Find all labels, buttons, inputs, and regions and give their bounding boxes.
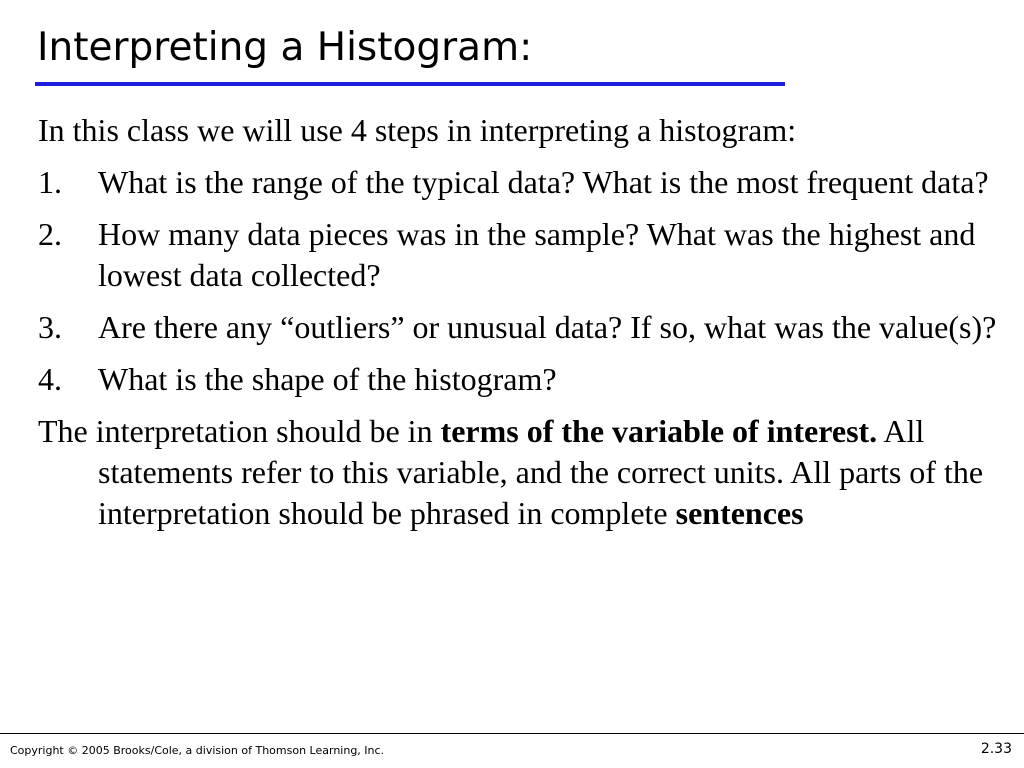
step-number: 2. — [38, 216, 62, 252]
step-item-4 — [38, 359, 1018, 400]
closing-text-part2: All statements refer to this variable, and the correct units. All parts of the interpretation should be phrased in complete — [98, 413, 984, 531]
slide-body — [38, 110, 1018, 534]
step-number: 3. — [38, 309, 62, 345]
step-item-2 — [38, 214, 1018, 296]
step-number: 1. — [38, 164, 62, 200]
step-text: What is the range of the typical data? What is the most frequent data? — [98, 164, 989, 200]
slide-title: Interpreting a Histogram: — [37, 25, 533, 70]
closing-bold-sentences: sentences — [675, 495, 804, 531]
footer-copyright: Copyright © 2005 Brooks/Cole, a division of Thomson Learning, Inc. — [10, 744, 385, 757]
closing-paragraph — [38, 411, 1018, 534]
step-item-1 — [38, 162, 1018, 203]
closing-text-part1: The interpretation should be in — [38, 413, 441, 449]
title-underline — [35, 82, 785, 86]
step-text: Are there any “outliers” or unusual data? If so, what was the value(s)? — [98, 309, 997, 345]
slide-number: 2.33 — [980, 741, 1012, 757]
step-text: How many data pieces was in the sample? What was the highest and lowest data collected? — [98, 216, 976, 293]
closing-bold-variable: terms of the variable of interest. — [440, 413, 878, 449]
footer-divider — [0, 733, 1024, 734]
steps-list — [38, 162, 1018, 400]
step-text: What is the shape of the histogram? — [98, 361, 557, 397]
intro-text: In this class we will use 4 steps in interpreting a histogram: — [38, 112, 797, 148]
step-number: 4. — [38, 361, 62, 397]
step-item-3 — [38, 307, 1018, 348]
